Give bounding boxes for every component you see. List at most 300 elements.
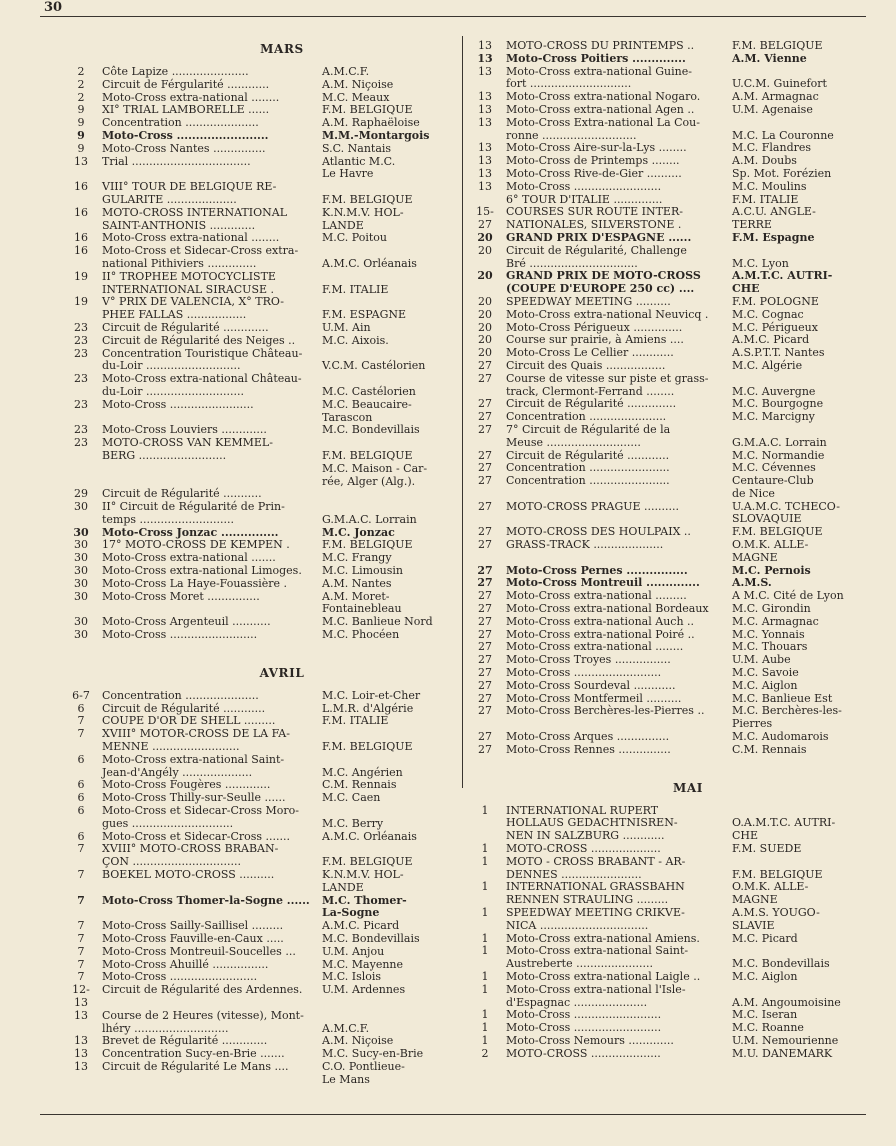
event-name: Moto-Cross .........................: [506, 179, 662, 193]
event-date: 2: [77, 77, 85, 91]
event-name: Course sur prairie, à Amiens ....: [506, 333, 684, 347]
event-organizer: M.C. Picard: [732, 931, 798, 945]
event-organizer: F.M. ITALIE: [322, 282, 389, 296]
event-name: V° PRIX DE VALENCIA, X° TRO- PHEE FALLAS .................: [102, 295, 285, 322]
event-row: [470, 104, 866, 117]
event-date: 30: [74, 615, 88, 629]
event-row: [470, 66, 866, 92]
left-column: [66, 40, 458, 1087]
event-date: 30: [74, 589, 88, 603]
event-date: 27: [478, 422, 492, 436]
event-organizer: M.C. Banlieue Nord: [322, 615, 433, 629]
event-row: [470, 539, 866, 565]
event-date: 27: [478, 474, 492, 488]
event-organizer: O.A.M.T.C. AUTRI- CHE: [732, 816, 836, 843]
event-date: 13: [477, 51, 493, 65]
event-date: 23: [74, 436, 88, 450]
event-date: 27: [478, 397, 492, 411]
event-name: Moto-Cross Rive-de-Gier ..........: [506, 166, 682, 180]
event-organizer: L.M.R. d'Algérie: [322, 701, 414, 715]
event-date: 27: [478, 666, 492, 680]
event-organizer: U.C.M. Guinefort: [732, 77, 827, 91]
event-row: [470, 411, 866, 424]
event-organizer: A.M.S.: [732, 576, 772, 590]
event-row: [66, 245, 458, 271]
event-row: [470, 117, 866, 143]
event-name: Concentration Touristique Château- du-Loir ...........................: [102, 346, 303, 373]
event-organizer: M.C. Flandres: [732, 141, 812, 155]
event-row: [470, 603, 866, 616]
event-date: 7: [77, 970, 85, 984]
event-row: [66, 296, 458, 322]
event-name: II° TROPHEE MOTOCYCLISTE INTERNATIONAL SIRACUSE .: [102, 269, 276, 296]
event-date: 27: [478, 602, 492, 616]
event-date: 7: [77, 957, 85, 971]
event-organizer: M.C. Aiglon: [732, 969, 798, 983]
event-organizer: M.C. Berchères-les- Pierres: [732, 704, 842, 731]
event-date: 7: [77, 842, 85, 856]
event-row: [470, 206, 866, 232]
event-date: 27: [478, 730, 492, 744]
event-row: [470, 181, 866, 194]
event-organizer: F.M. BELGIQUE: [322, 538, 413, 552]
event-name: Moto-Cross Sourdeval ............: [506, 678, 676, 692]
event-date: 27: [477, 576, 493, 590]
event-name: 7° Circuit de Régularité de la Meuse ...........................: [506, 422, 671, 449]
event-name: MOTO-CROSS PRAGUE ..........: [506, 499, 680, 513]
event-name: Moto-Cross extra-national ........: [506, 640, 684, 654]
event-organizer: M.C. Berry: [322, 816, 384, 830]
event-organizer: A.M. Niçoise: [322, 1034, 394, 1048]
event-date: 13: [74, 154, 88, 168]
event-date: 9: [77, 141, 85, 155]
event-organizer: F.M. ITALIE: [322, 714, 389, 728]
event-date: 7: [77, 944, 85, 958]
event-organizer: U.M. Aube: [732, 653, 791, 667]
event-organizer: M.C. Roanne: [732, 1021, 804, 1035]
event-row: [66, 271, 458, 297]
event-organizer: A.M.C.F.: [322, 1021, 370, 1035]
event-name: MOTO-CROSS ....................: [506, 1046, 661, 1060]
event-organizer: Sp. Mot. Forézien: [732, 166, 832, 180]
event-organizer: A.M.C. Picard: [732, 333, 810, 347]
event-row: [470, 705, 866, 731]
event-date: 16: [74, 180, 88, 194]
event-name: MOTO - CROSS BRABANT - AR- DENNES .......................: [506, 854, 686, 881]
event-name: MOTO-CROSS DU PRINTEMPS ..: [506, 39, 695, 52]
event-organizer: M.C. Cévennes: [732, 461, 816, 475]
event-organizer: A.S.P.T.T. Nantes: [732, 346, 825, 360]
event-name: Moto-Cross extra-national Saint- Jean-d'Angély ....................: [102, 752, 285, 779]
event-date: 27: [478, 640, 492, 654]
event-row: [470, 245, 866, 271]
top-rule: [40, 16, 866, 17]
event-row: [66, 79, 458, 92]
event-organizer: M.C. Phocéen: [322, 628, 400, 642]
event-organizer: A.M. Niçoise: [322, 77, 394, 91]
event-organizer: A.M.C. Orléanais: [322, 256, 417, 270]
event-name: GRAND PRIX D'ESPAGNE ......: [506, 230, 692, 244]
section-gap: [470, 757, 866, 779]
event-row: [66, 578, 458, 591]
event-row: [470, 616, 866, 629]
event-row: [470, 347, 866, 360]
event-organizer: M.C. Marcigny: [732, 410, 815, 424]
event-row: [470, 309, 866, 322]
month-heading: MARS: [260, 42, 304, 56]
event-date: 27: [478, 627, 492, 641]
event-date: 27: [478, 461, 492, 475]
event-organizer: V.C.M. Castélorien: [322, 359, 426, 373]
event-organizer: Atlantic M.C. Le Havre: [322, 154, 396, 181]
event-date: 9: [77, 128, 85, 142]
event-name: COUPE D'OR DE SHELL .........: [102, 714, 276, 728]
month-heading: AVRIL: [259, 665, 305, 680]
event-date: 27: [478, 614, 492, 628]
event-organizer: M.C. Bondevillais: [732, 957, 830, 971]
event-row: [66, 591, 458, 617]
event-name: Moto-Cross extra-national Saint- Austreberte ......................: [506, 944, 689, 971]
event-date: 1: [481, 1021, 489, 1035]
event-date: 30: [74, 576, 88, 590]
event-row: [470, 373, 866, 399]
event-date: 7: [77, 727, 85, 741]
event-row: [470, 971, 866, 984]
event-row: [470, 667, 866, 680]
event-name: GRASS-TRACK ....................: [506, 538, 664, 552]
event-organizer: F.M. POLOGNE: [732, 294, 819, 308]
month-heading: MAI: [672, 780, 703, 795]
event-organizer: M.C. Bourgogne: [732, 397, 824, 411]
event-date: 27: [478, 525, 492, 539]
event-row: [470, 856, 866, 882]
event-row: [470, 40, 866, 53]
event-name: Moto-Cross .........................: [102, 970, 258, 984]
event-date: 7: [77, 919, 85, 933]
event-date: 20: [477, 230, 493, 244]
event-name: Moto-Cross .........................: [506, 1021, 662, 1035]
event-date: 1: [481, 931, 489, 945]
event-row: [66, 690, 458, 703]
event-organizer: C.O. Pontlieue- Le Mans: [322, 1059, 405, 1086]
event-name: Moto-Cross et Sidecar-Cross Moro- gues .............................: [102, 804, 300, 830]
column-divider: [462, 36, 463, 788]
event-date: 15-27: [476, 205, 494, 232]
event-row: [66, 843, 458, 869]
event-date: 7: [77, 868, 85, 882]
event-organizer: M.C. Angérien: [322, 765, 403, 779]
event-name: Concentration Sucy-en-Brie .......: [102, 1047, 285, 1061]
event-organizer: M.C. Islois: [322, 970, 382, 984]
event-date: 27: [478, 448, 492, 462]
event-date: 2: [77, 90, 85, 104]
event-name: Moto-Cross Nantes ...............: [102, 141, 266, 155]
event-organizer: A.M.C. Picard: [322, 919, 400, 933]
event-row: [470, 945, 866, 971]
event-name: Circuit des Quais .................: [506, 358, 666, 372]
event-date: 1: [481, 854, 489, 868]
event-row: [66, 946, 458, 959]
event-date: 27: [478, 691, 492, 705]
event-date: 20: [478, 307, 492, 321]
event-organizer: M.C. Thomer- La-Sogne: [322, 893, 407, 920]
event-row: [470, 53, 866, 66]
event-name: BOEKEL MOTO-CROSS ..........: [102, 868, 275, 882]
event-name: Circuit de Férgularité ............: [102, 77, 270, 91]
event-name: XVIII° MOTO-CROSS BRABAN- ÇON ...............................: [102, 842, 279, 869]
event-organizer: M.C. Caen: [322, 791, 381, 805]
event-organizer: F.M. Espagne: [732, 230, 815, 244]
event-row: [66, 66, 458, 79]
event-date: 30: [74, 564, 88, 578]
event-organizer: O.M.K. ALLE- MAGNE: [732, 880, 809, 907]
event-organizer: M.C. Poitou: [322, 231, 388, 245]
event-organizer: M.C. Jonzac: [322, 525, 395, 539]
event-date: 27: [477, 563, 493, 577]
event-row: [470, 475, 866, 501]
event-date: 23: [74, 333, 88, 347]
event-organizer: M.C. Savoie: [732, 666, 799, 680]
event-organizer: F.M. BELGIQUE: [732, 39, 823, 52]
event-organizer: M.C. Audomarois: [732, 730, 829, 744]
event-row: [470, 1035, 866, 1048]
event-organizer: A.M.C. Orléanais: [322, 829, 417, 843]
event-name: Moto-Cross extra-national Poiré ..: [506, 627, 695, 641]
event-date: 13: [74, 1008, 88, 1022]
event-date: 9: [77, 103, 85, 117]
event-name: Moto-Cross extra-national Auch ..: [506, 614, 695, 628]
event-row: [66, 984, 458, 1010]
event-date: 13: [478, 154, 492, 168]
event-name: 6° TOUR D'ITALIE ..............: [506, 192, 663, 206]
event-organizer: M.C. Bondevillais: [322, 932, 420, 945]
event-date: 20: [477, 269, 493, 283]
event-date: 20: [478, 320, 492, 334]
event-date: 27: [478, 678, 492, 692]
event-organizer: M.U. DANEMARK: [732, 1046, 833, 1060]
event-organizer: M.C. Algérie: [732, 358, 803, 372]
event-organizer: M.C. Loir-et-Cher: [322, 688, 421, 702]
event-date: 13: [478, 90, 492, 104]
event-organizer: M.C. Mayenne: [322, 957, 404, 971]
event-organizer: M.C. Lyon: [732, 256, 789, 270]
event-date: 13: [478, 64, 492, 78]
event-organizer: A.M. Nantes: [322, 576, 392, 590]
event-name: Côte Lapize ......................: [102, 65, 249, 78]
event-date: 23: [74, 423, 88, 437]
event-date: 12-13: [72, 983, 90, 1009]
event-organizer: O.M.K. ALLE- MAGNE: [732, 538, 809, 564]
event-row: [66, 895, 458, 921]
event-organizer: M.C. Frangy: [322, 551, 392, 565]
event-date: 27: [478, 589, 492, 603]
event-date: 6-7: [72, 688, 90, 702]
event-date: 13: [478, 102, 492, 116]
event-name: Moto-Cross extra-national Agen ..: [506, 102, 695, 116]
event-row: [470, 680, 866, 693]
event-name: Moto-Cross Rennes ...............: [506, 742, 671, 756]
event-organizer: C.M. Rennais: [322, 778, 397, 792]
event-name: XVIII° MOTOR-CROSS DE LA FA- MENNE .........................: [102, 727, 290, 754]
event-name: Concentration .......................: [506, 474, 670, 488]
event-name: Circuit de Régularité ..............: [506, 397, 677, 411]
event-name: Moto-Cross Arques ...............: [506, 730, 670, 744]
event-row: [66, 501, 458, 527]
event-row: [470, 805, 866, 843]
event-name: Concentration ......................: [506, 410, 667, 424]
event-date: 13: [478, 179, 492, 193]
event-organizer: F.M. ESPAGNE: [322, 308, 407, 322]
event-date: 13: [478, 115, 492, 129]
event-name: Moto-Cross Argenteuil ...........: [102, 615, 271, 629]
event-row: [66, 207, 458, 233]
event-date: 7: [77, 893, 85, 907]
event-name: Moto-Cross Thilly-sur-Seulle ......: [102, 791, 286, 805]
event-name: INTERNATIONAL GRASSBAHN RENNEN STRAULING .........: [506, 880, 685, 907]
event-date: 20: [478, 243, 492, 257]
event-name: Moto-Cross extra-national Guine- fort .............................: [506, 64, 692, 91]
event-organizer: F.M. BELGIQUE: [322, 855, 413, 869]
event-date: 30: [74, 538, 88, 552]
event-name: Moto-Cross et Sidecar-Cross .......: [102, 829, 291, 843]
event-date: 6: [77, 829, 85, 843]
event-name: Circuit de Régularité, Challenge Bré ...............................: [506, 243, 687, 270]
event-name: Moto-Cross extra-national Laigle ..: [506, 969, 701, 983]
event-row: [66, 933, 458, 946]
event-row: [470, 843, 866, 856]
event-row: [470, 731, 866, 744]
event-organizer: F.M. BELGIQUE: [322, 192, 413, 206]
event-date: 13: [478, 166, 492, 180]
event-row: [66, 130, 458, 143]
event-row: [470, 168, 866, 181]
event-date: 2: [481, 1046, 489, 1060]
event-organizer: M.C. Iseran: [732, 1008, 798, 1022]
event-date: 27: [478, 704, 492, 718]
event-name: Moto-Cross extra-national ........: [102, 90, 280, 104]
event-date: 27: [478, 358, 492, 372]
event-name: Moto-Cross .........................: [102, 628, 258, 642]
event-date: 16: [74, 231, 88, 245]
event-name: Circuit de Régularité des Neiges ..: [102, 333, 296, 347]
event-date: 30: [74, 628, 88, 642]
event-name: Course de 2 Heures (vitesse), Mont- lhéry ...........................: [102, 1008, 304, 1035]
event-organizer: M.C. Meaux: [322, 90, 390, 104]
event-row: [470, 1048, 866, 1061]
event-name: Circuit de Régularité Le Mans ....: [102, 1059, 289, 1073]
event-date: 19: [74, 295, 88, 309]
event-name: Moto-Cross Périgueux ..............: [506, 320, 683, 334]
event-organizer: S.C. Nantais: [322, 141, 392, 155]
section-gap: [66, 642, 458, 664]
event-name: Moto-Cross Fougères .............: [102, 778, 271, 792]
event-name: II° Circuit de Régularité de Prin- temps ...........................: [102, 500, 285, 526]
event-row: [66, 629, 458, 642]
event-date: 6: [77, 752, 85, 766]
event-name: Course de vitesse sur piste et grass- track, Clermont-Ferrand ........: [506, 371, 709, 398]
event-name: Moto-Cross extra-national Neuvicq .: [506, 307, 709, 321]
event-name: [96, 463, 322, 489]
event-row: [66, 322, 458, 335]
event-name: Moto-Cross Poitiers ..............: [506, 51, 686, 65]
event-organizer: F.M. BELGIQUE: [322, 103, 413, 117]
event-row: [66, 181, 458, 207]
event-row: [66, 1010, 458, 1036]
event-date: 1: [481, 944, 489, 958]
event-name: Moto-Cross extra-national Château- du-Loir ............................: [102, 372, 302, 398]
event-name: Moto-Cross Fauville-en-Caux .....: [102, 932, 284, 945]
event-organizer: A.M.T.C. AUTRI- CHE: [732, 269, 833, 296]
event-name: Moto-Cross extra-national Nogaro.: [506, 90, 701, 104]
event-organizer: A M.C. Cité de Lyon: [732, 589, 844, 603]
event-name: Moto-Cross Louviers .............: [102, 423, 267, 437]
event-date: 16: [74, 205, 88, 219]
event-date: 1: [481, 880, 489, 894]
page-number: 30: [44, 0, 63, 15]
event-date: 6: [77, 701, 85, 715]
event-name: MOTO-CROSS VAN KEMMEL- BERG .........................: [102, 436, 273, 462]
event-date: 6: [77, 778, 85, 792]
event-row: [66, 754, 458, 780]
event-name: VIII° TOUR DE BELGIQUE RE- GULARITE ....................: [102, 180, 277, 206]
event-date: 23: [74, 372, 88, 386]
event-name: Moto-Cross Aire-sur-la-Lys ........: [506, 141, 687, 155]
event-name: GRAND PRIX DE MOTO-CROSS (COUPE D'EUROPE 250 cc) ....: [506, 269, 701, 296]
event-name: 17° MOTO-CROSS DE KEMPEN .: [102, 538, 290, 552]
event-date: 20: [478, 346, 492, 360]
event-date: 30: [74, 500, 88, 514]
event-row: [66, 463, 458, 489]
event-name: Moto-Cross Moret ...............: [102, 589, 260, 603]
event-name: Moto-Cross Montreuil ..............: [506, 576, 700, 590]
event-name: Moto-Cross Ahuillé ................: [102, 957, 269, 971]
event-name: Moto-Cross Montreuil-Soucelles ...: [102, 944, 296, 958]
event-organizer: M.C. Pernois: [732, 563, 811, 577]
event-name: Moto-Cross Montfermeil ..........: [506, 691, 682, 705]
event-name: MOTO-CROSS DES HOULPAIX ..: [506, 525, 691, 539]
event-organizer: K.N.M.V. HOL- LANDE: [322, 205, 404, 232]
event-row: [66, 805, 458, 831]
event-organizer: F.M. SUEDE: [732, 842, 802, 856]
event-organizer: U.M. Agenaise: [732, 102, 813, 116]
event-organizer: M.C. Normandie: [732, 448, 825, 462]
event-name: Moto-Cross de Printemps ........: [506, 154, 680, 168]
event-date: 30: [73, 525, 89, 539]
event-row: [470, 296, 866, 309]
event-organizer: A.M. Angoumoisine: [732, 995, 841, 1009]
event-organizer: M.C. Moulins: [732, 179, 807, 193]
event-date: 1: [481, 1033, 489, 1047]
event-name: Moto-Cross Thomer-la-Sogne ......: [102, 893, 310, 907]
event-name: Moto-Cross Extra-national La Cou- ronne ...........................: [506, 115, 700, 142]
event-name: SPEEDWAY MEETING ..........: [506, 294, 671, 308]
event-name: Moto-Cross .........................: [506, 1008, 662, 1022]
event-name: Circuit de Régularité des Ardennes.: [102, 983, 303, 997]
event-name: Moto-Cross extra-national .........: [506, 589, 687, 603]
event-name: Moto-Cross extra-national l'Isle- d'Espagnac .....................: [506, 982, 686, 1009]
event-row: [470, 360, 866, 373]
event-organizer: M.C. Castélorien: [322, 384, 416, 398]
event-name: Brevet de Régularité .............: [102, 1034, 268, 1048]
event-date: 27: [478, 742, 492, 756]
event-name: Moto-Cross Le Cellier ............: [506, 346, 674, 360]
event-row: [66, 143, 458, 156]
event-name: Moto-Cross Nemours .............: [506, 1033, 674, 1047]
event-organizer: M.C. Yonnais: [732, 627, 805, 641]
event-row: [470, 744, 866, 757]
event-organizer: M.C. Limousin: [322, 564, 403, 578]
event-date: 27: [478, 410, 492, 424]
